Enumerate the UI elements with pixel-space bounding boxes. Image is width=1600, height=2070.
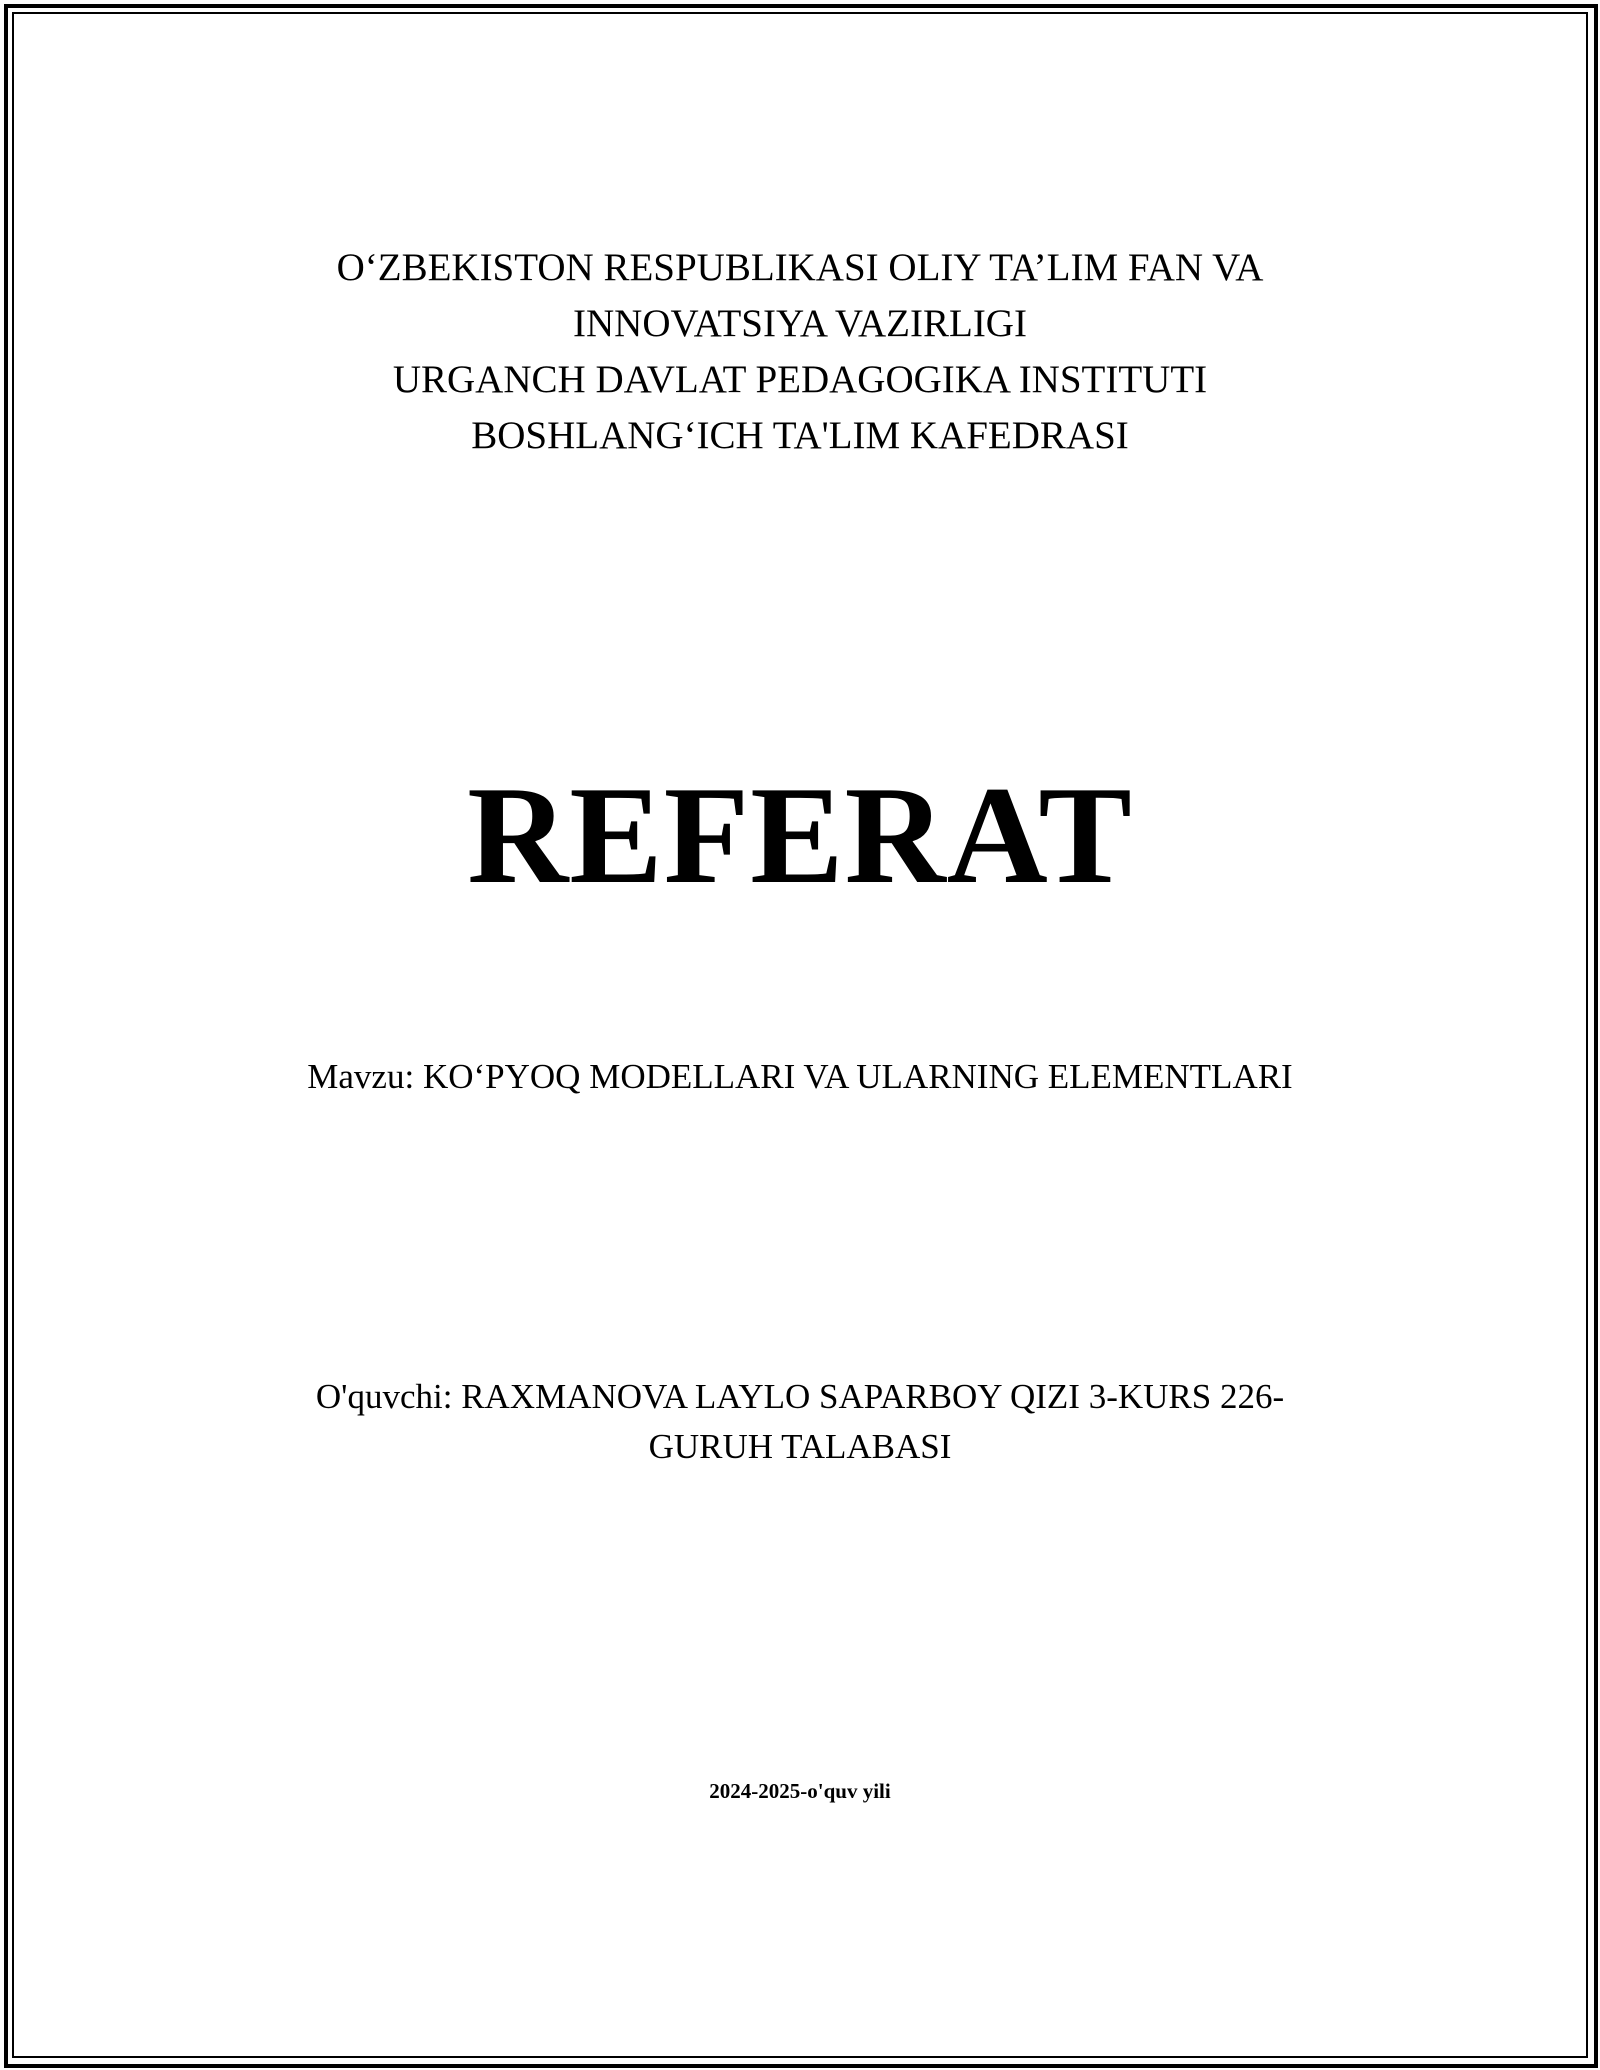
student-line-1: O'quvchi: RAXMANOVA LAYLO SAPARBOY QIZI 3-KURS 226- [315, 1377, 1285, 1416]
document-title: REFERAT [467, 758, 1133, 913]
header-line-ministry: O‘ZBEKISTON RESPUBLIKASI OLIY TA’LIM FAN VA [336, 246, 1264, 289]
academic-year: 2024-2025-o'quv yili [709, 1779, 891, 1803]
topic-line: Mavzu: KO‘PYOQ MODELLARI VA ULARNING ELEMENTLARI [307, 1057, 1293, 1096]
institution-header [0, 240, 1600, 464]
header-line-institute: URGANCH DAVLAT PEDAGOGIKA INSTITUTI [392, 358, 1208, 401]
student-line-2: GURUH TALABASI [648, 1427, 952, 1466]
student-info [0, 1372, 1600, 1472]
header-line-ministry-cont: INNOVATSIYA VAZIRLIGI [573, 302, 1027, 345]
header-line-department: BOSHLANG‘ICH TA'LIM KAFEDRASI [471, 414, 1129, 457]
